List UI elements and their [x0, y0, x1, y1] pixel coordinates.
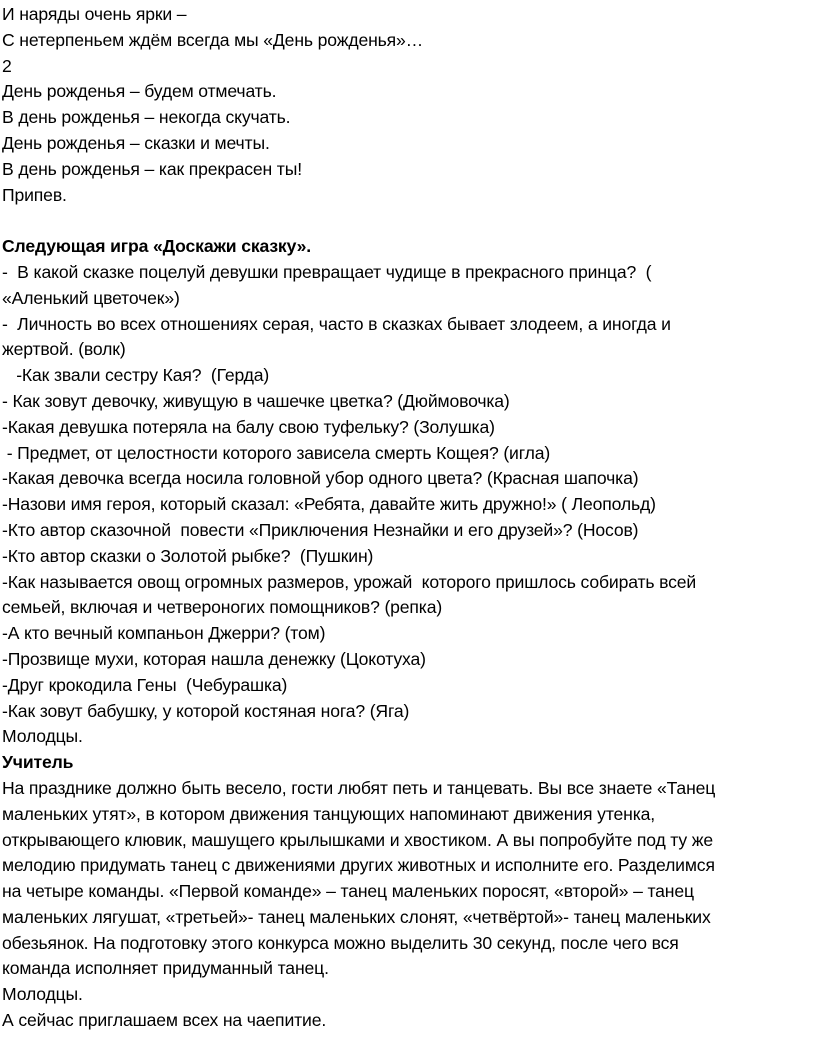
verse-number: 2 — [2, 55, 12, 76]
praise-line: Молодцы. — [2, 726, 83, 747]
speech-line: мелодию придумать танец с движениями других животных и исполните его. Разделимся — [2, 855, 715, 876]
questions-list — [2, 260, 814, 750]
game-title: Следующая игра «Доскажи сказку». — [2, 236, 312, 257]
question-line: -Какая девушка потеряла на балу свою туфельку? (Золушка) — [2, 416, 495, 437]
chorus-label: Припев. — [2, 184, 67, 205]
question-line: - В какой сказке поцелуй девушки превращает чудище в прекрасного принца? ( — [2, 261, 652, 282]
question-line: -Кто автор сказочной повести «Приключения Незнайки и его друзей»? (Носов) — [2, 519, 639, 540]
question-line: -Как звали сестру Кая? (Герда) — [2, 365, 270, 386]
question-line: - Личность во всех отношениях серая, часто в сказках бывает злодеем, а иногда и — [2, 313, 671, 334]
question-line: жертвой. (волк) — [2, 339, 126, 360]
speech-line: команда исполняет придуманный танец. — [2, 958, 329, 979]
blank-line — [2, 208, 814, 234]
song-line: День рожденья – будем отмечать. — [2, 81, 277, 102]
question-line: -Как называется овощ огромных размеров, урожай которого пришлось собирать всей — [2, 571, 697, 592]
question-line: -Прозвище мухи, которая нашла денежку (Цокотуха) — [2, 648, 426, 669]
song-verse — [2, 2, 814, 208]
speech-line: на четыре команды. «Первой команде» – танец маленьких поросят, «второй» – танец — [2, 881, 694, 902]
speech-line: А сейчас приглашаем всех на чаепитие. — [2, 1010, 327, 1031]
question-line: -Какая девочка всегда носила головной убор одного цвета? (Красная шапочка) — [2, 468, 639, 489]
speech-line: обезьянок. На подготовку этого конкурса можно выделить 30 секунд, после чего вся — [2, 932, 679, 953]
song-line: В день рожденья – как прекрасен ты! — [2, 158, 302, 179]
teacher-speech — [2, 776, 814, 1034]
question-line: -Друг крокодила Гены (Чебурашка) — [2, 674, 288, 695]
question-line: «Аленький цветочек») — [2, 287, 180, 308]
question-line: -Как зовут бабушку, у которой костяная нога? (Яга) — [2, 700, 410, 721]
song-line: С нетерпеньем ждём всегда мы «День рожденья»… — [2, 29, 424, 50]
song-line: И наряды очень ярки – — [2, 4, 187, 24]
question-line: - Предмет, от целостности которого зависела смерть Кощея? (игла) — [2, 442, 551, 463]
speech-line: открывающего клювик, машущего крылышками и хвостиком. А вы попробуйте под ту же — [2, 829, 714, 850]
song-line: День рожденья – сказки и мечты. — [2, 132, 270, 153]
question-line: - Как зовут девочку, живущую в чашечке цветка? (Дюймовочка) — [2, 390, 510, 411]
speech-line: На празднике должно быть весело, гости любят петь и танцевать. Вы все знаете «Танец — [2, 777, 716, 798]
question-line: -Назови имя героя, который сказал: «Ребята, давайте жить дружно!» ( Леопольд) — [2, 494, 656, 515]
speech-line: маленьких лягушат, «третьей»- танец маленьких слонят, «четвёртой»- танец маленьких — [2, 906, 711, 927]
question-line: -А кто вечный компаньон Джерри? (том) — [2, 623, 326, 644]
song-line: В день рожденья – некогда скучать. — [2, 107, 291, 128]
document-page — [2, 2, 814, 1034]
teacher-label: Учитель — [2, 752, 74, 773]
praise-line: Молодцы. — [2, 984, 83, 1005]
speech-line: маленьких утят», в котором движения танцующих напоминают движения утенка, — [2, 803, 656, 824]
question-line: -Кто автор сказки о Золотой рыбке? (Пушкин) — [2, 545, 374, 566]
question-line: семьей, включая и четвероногих помощников? (репка) — [2, 597, 443, 618]
